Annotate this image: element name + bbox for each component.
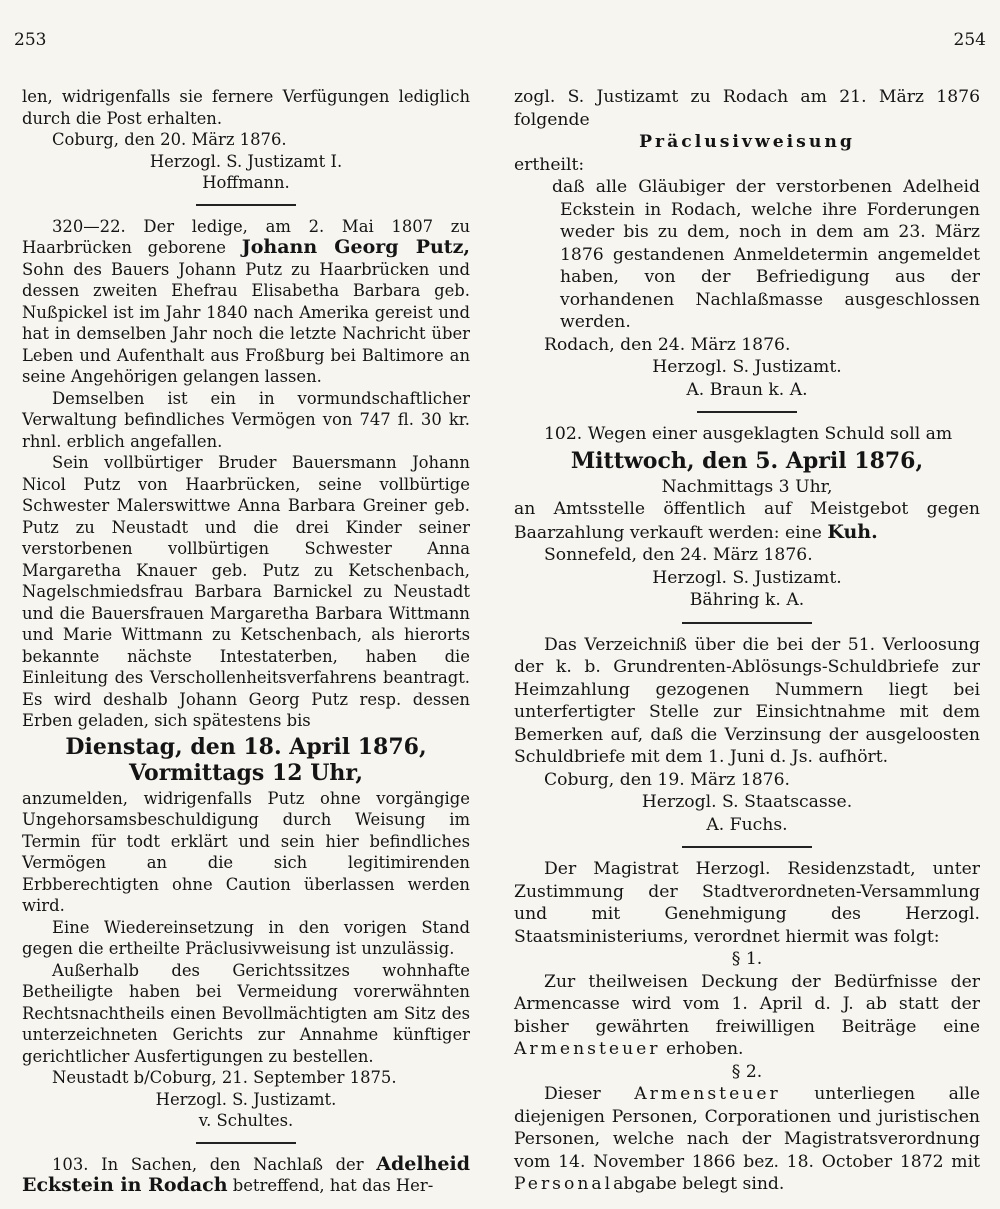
notice-102-signer: Bähring k. A. <box>689 590 805 610</box>
staatscasse-place-date: Coburg, den 19. März 1876. <box>544 769 791 790</box>
notice-102-place-date: Sonnefeld, den 24. März 1876. <box>544 545 813 565</box>
divider <box>682 622 812 624</box>
continuation-signer: Hoffmann. <box>202 173 290 192</box>
magistrat-intro: Der Magistrat Herzogl. Residenzstadt, unter Zustimmung der Stadtverordneten-Versammlung und mit Genehmigung des Herzogl. Staatsministeriums, verordnet hiermit was folgt: <box>514 859 980 947</box>
notice-103-title: Präclusivweisung <box>639 132 855 152</box>
section-1-heading: § 1. <box>731 949 763 969</box>
notice-103-text-end: betreffend, hat das Her- <box>227 1176 434 1195</box>
notice-102-authority: Herzogl. S. Justizamt. <box>652 567 842 588</box>
notice-103-deceased-name: Adelheid Eckstein in Rodach <box>22 1152 470 1196</box>
staatscasse-authority: Herzogl. S. Staatscasse. <box>641 792 853 812</box>
divider <box>196 1142 296 1144</box>
section-1-text <box>514 971 980 1061</box>
notice-103-start <box>22 1154 470 1197</box>
staatscasse-text: Das Verzeichniß über die bei der 51. Verloosung der k. b. Grundrenten-Ablösungs-Schuldbriefe zur Heimzahlung gezogenen Nummern liegt bei unterfertigter Stelle zur Einsichtnahme mit dem Bemerken auf, daß die Verzinsung der ausgeloosten Schuldbriefe mit dem 1. Juni d. Js. aufhört. <box>514 634 980 767</box>
right-column <box>514 86 980 1196</box>
notice-320-paragraph-6: Außerhalb des Gerichtssitzes wohnhafte Betheiligte haben bei Vermeidung vorerwähnten Rechtsnachtheils einen Bevollmächtigten am Sitz des unterzeichneten Gerichts zur Annahme künftiger gerichtlicher Ausfertigungen zu bestellen. <box>22 960 470 1066</box>
notice-320-place-date: Neustadt b/Coburg, 21. September 1875. <box>52 1068 397 1087</box>
notice-320-authority: Herzogl. S. Justizamt. <box>155 1089 337 1109</box>
notice-102-body <box>514 498 980 544</box>
notice-320-person-name: Johann Georg Putz, <box>241 236 470 258</box>
section-1-text-end: erhoben. <box>660 1039 744 1059</box>
page-number-right: 254 <box>953 30 986 50</box>
divider <box>196 204 296 206</box>
continuation-authority: Herzogl. S. Justizamt I. <box>149 151 343 171</box>
section-2-text-start: Dieser <box>544 1084 635 1104</box>
notice-102-body-text: an Amtsstelle öffentlich auf Meistgebot gegen Baarzahlung verkauft werden: eine <box>514 499 980 543</box>
section-2-text <box>514 1083 980 1196</box>
notice-102-time: Nachmittags 3 Uhr, <box>661 476 833 497</box>
page-number-left: 253 <box>14 30 47 50</box>
notice-103-signer: A. Braun k. A. <box>686 379 808 400</box>
notice-320-paragraph-5: Eine Wiedereinsetzung in den vorigen Stand gegen die ertheilte Präclusivweisung ist unzulässig. <box>22 917 470 958</box>
left-column <box>22 86 470 1197</box>
notice-102-item: Kuh. <box>827 520 878 543</box>
divider <box>682 846 812 848</box>
section-2-heading: § 2. <box>731 1061 763 1082</box>
continuation-text: len, widrigenfalls sie fernere Verfügungen lediglich durch die Post erhalten. <box>22 87 470 128</box>
notice-320-paragraph-4: anzumelden, widrigenfalls Putz ohne vorgängige Ungehorsamsbeschuldigung durch Weisung im Termin für todt erklärt und sein hier befindliches Vermögen an die sich legitimirenden Erbberechtigten ohne Caution überlassen werden wird. <box>22 788 470 915</box>
notice-103-body: daß alle Gläubiger der verstorbenen Adelheid Eckstein in Rodach, welche ihre Forderungen weder bis zu dem, noch in dem am 23. März 1876 gestandenen Anmeldetermin angemeldet haben, von der Befriedigung aus der vorhandenen Nachlaßmasse ausgeschlossen werden. <box>552 177 980 332</box>
notice-320-paragraph-1 <box>22 216 470 388</box>
notice-320-paragraph-3: Sein vollbürtiger Bruder Bauersmann Johann Nicol Putz von Haarbrücken, seine vollbürtige Schwester Malerswittwe Anna Barbara Greiner geb. Putz zu Neustadt und die drei Kinder seiner verstorbenen vollbürtigen Schwester Anna Margaretha Knauer geb. Putz zu Ketschenbach, Nagelschmiedsfrau Barbara Barnickel zu Neustadt und die Bauersfrauen Margaretha Barbara Wittmann und Marie Wittmann zu Ketschenbach, als hierorts bekannte nächste Intestaterben, haben die Einleitung des Verschollenheitsverfahrens beantragt. Es wird deshalb Johann Georg Putz resp. dessen Erben geladen, sich spätestens bis <box>22 453 470 730</box>
notice-102-date: Mittwoch, den 5. April 1876, <box>570 447 924 474</box>
divider <box>697 411 797 413</box>
notice-320-deadline-date: Dienstag, den 18. April 1876, <box>65 733 427 760</box>
notice-102-start: 102. Wegen einer ausgeklagten Schuld soll am <box>544 424 953 444</box>
continuation-place-date: Coburg, den 20. März 1876. <box>52 130 287 149</box>
notice-103-continuation: zogl. S. Justizamt zu Rodach am 21. März 1876 folgende <box>514 87 980 130</box>
notice-103-issued: ertheilt: <box>514 154 585 175</box>
notice-320-text-start: 320—22. Der ledige, am 2. Mai 1807 zu Haarbrücken geborene <box>22 216 470 257</box>
section-2-spaced-word-2: Personal <box>514 1174 614 1194</box>
notice-103-authority: Herzogl. S. Justizamt. <box>652 357 842 377</box>
section-1-text-start: Zur theilweisen Deckung der Bedürfnisse der Armencasse wird vom 1. April d. J. ab statt der bisher gewährten freiwilligen Beiträge eine <box>514 971 980 1037</box>
section-2-text-end: abgabe belegt sind. <box>613 1174 785 1194</box>
section-1-spaced-word: Armensteuer <box>514 1039 661 1059</box>
section-2-spaced-word: Armensteuer <box>634 1084 781 1104</box>
staatscasse-signer: A. Fuchs. <box>706 814 788 835</box>
section-2-text-mid: unterliegen alle diejenigen Personen, Corporationen und juristischen Personen, welche nach der Magistratsverordnung vom 14. November 1866 bez. 18. October 1872 mit <box>514 1084 981 1172</box>
notice-320-signer: v. Schultes. <box>198 1111 294 1130</box>
notice-320-text-end: Sohn des Bauers Johann Putz zu Haarbrücken und dessen zweiten Ehefrau Elisabetha Barbara geb. Nußpickel ist im Jahr 1840 nach Amerika gereist und hat in demselben Jahr noch die letzte Nachricht über Leben und Aufenthalt aus Froßburg bei Baltimore an seine Angehörigen gelangen lassen. <box>22 259 470 386</box>
notice-320-deadline-time: Vormittags 12 Uhr, <box>128 759 364 786</box>
notice-320-paragraph-2: Demselben ist ein in vormundschaftlicher Verwaltung befindliches Vermögen von 747 fl. 30 kr. rhnl. erblich angefallen. <box>22 388 470 451</box>
notice-103-place-date: Rodach, den 24. März 1876. <box>544 334 791 355</box>
notice-103-text-start: 103. In Sachen, den Nachlaß der <box>52 1154 377 1174</box>
